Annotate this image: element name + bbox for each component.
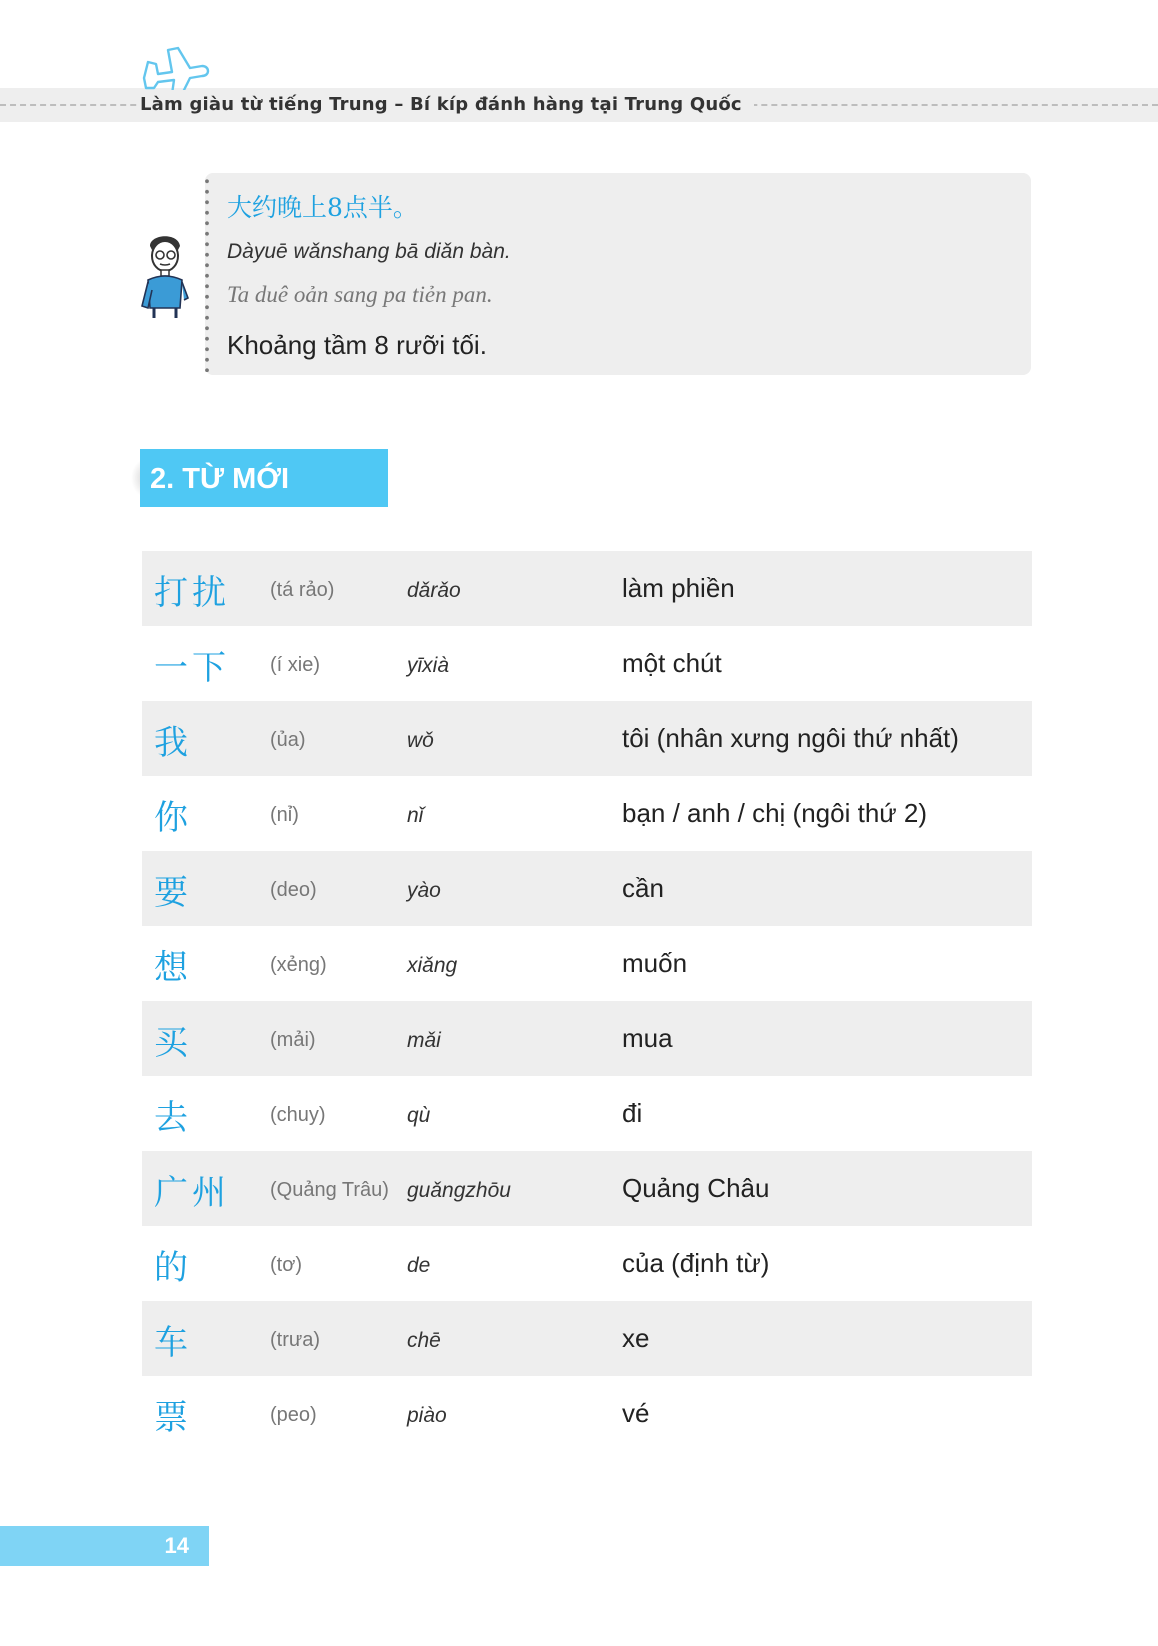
vocab-hanzi: 你 xyxy=(154,798,192,838)
vocab-meaning: mua xyxy=(622,1023,673,1053)
vocab-pinyin: yào xyxy=(407,879,441,902)
vocab-hanzi: 去 xyxy=(154,1098,192,1138)
vocab-meaning: cần xyxy=(622,873,664,903)
vocab-hanzi: 车 xyxy=(154,1323,192,1363)
vocab-pinyin: dǎrǎo xyxy=(407,579,461,602)
dotted-binding xyxy=(203,176,211,372)
vocab-hanzi: 一下 xyxy=(154,648,230,688)
vocab-pinyin: de xyxy=(407,1254,431,1277)
vocab-hanzi: 想 xyxy=(154,948,192,988)
vocab-meaning: một chút xyxy=(622,648,722,678)
vocab-hanzi: 我 xyxy=(154,723,192,763)
vocab-pinyin: piào xyxy=(407,1404,447,1427)
table-row xyxy=(142,1226,1032,1301)
vocab-phonetic: (deo) xyxy=(270,879,317,901)
header-title: Làm giàu từ tiếng Trung – Bí kíp đánh hàng tại Trung Quốc xyxy=(140,90,754,120)
vocab-phonetic: (tá rảo) xyxy=(270,579,335,601)
vocab-hanzi: 票 xyxy=(154,1398,192,1438)
vocab-pinyin: mǎi xyxy=(407,1029,441,1052)
vocab-phonetic: (ủa) xyxy=(270,729,306,751)
vocab-meaning: đi xyxy=(622,1098,643,1128)
vocab-hanzi: 广州 xyxy=(154,1173,230,1213)
vocab-meaning: muốn xyxy=(622,948,688,978)
vocab-meaning: vé xyxy=(622,1398,650,1428)
vocab-meaning: bạn / anh / chị (ngôi thứ 2) xyxy=(622,798,928,828)
vocab-phonetic: (xẻng) xyxy=(270,954,327,976)
dialogue-hanzi: 大约晚上8点半。 xyxy=(227,193,418,222)
table-row xyxy=(142,551,1032,626)
table-row xyxy=(142,1301,1032,1376)
vocab-pinyin: qù xyxy=(407,1104,431,1127)
vocab-phonetic: (Quảng Trâu) xyxy=(270,1179,389,1201)
vocab-pinyin: wǒ xyxy=(407,729,434,752)
vocab-pinyin: nǐ xyxy=(407,804,424,827)
vocab-phonetic: (chuy) xyxy=(270,1104,326,1126)
vocab-phonetic: (peo) xyxy=(270,1404,317,1426)
vocab-pinyin: xiǎng xyxy=(407,954,458,977)
vocab-meaning: làm phiền xyxy=(622,573,735,603)
table-row xyxy=(142,701,1032,776)
vocab-meaning: tôi (nhân xưng ngôi thứ nhất) xyxy=(622,723,959,753)
vocab-phonetic: (tơ) xyxy=(270,1254,302,1276)
character-illustration xyxy=(140,232,190,318)
section-title: 2. TỪ MỚI xyxy=(140,449,388,507)
page-number: 14 xyxy=(0,1526,209,1566)
vocab-phonetic: (mải) xyxy=(270,1029,316,1051)
dialogue-phonetic: Ta duê oản sang pa tiẻn pan. xyxy=(227,282,493,307)
vocab-meaning: xe xyxy=(622,1323,650,1353)
vocab-hanzi: 要 xyxy=(154,873,192,913)
dialogue-translation: Khoảng tầm 8 rưỡi tối. xyxy=(227,330,487,360)
table-row xyxy=(142,926,1032,1001)
table-row xyxy=(142,1151,1032,1226)
table-row xyxy=(142,1001,1032,1076)
vocab-hanzi: 的 xyxy=(154,1248,192,1288)
vocab-pinyin: guǎngzhōu xyxy=(407,1179,511,1202)
vocab-pinyin: chē xyxy=(407,1329,441,1352)
vocab-phonetic: (trưa) xyxy=(270,1329,321,1351)
table-row xyxy=(142,851,1032,926)
vocab-phonetic: (í xie) xyxy=(270,654,320,676)
table-row xyxy=(142,626,1032,701)
vocab-phonetic: (nỉ) xyxy=(270,804,299,826)
table-row xyxy=(142,1076,1032,1151)
vocab-meaning: của (định từ) xyxy=(622,1248,770,1278)
table-row xyxy=(142,1376,1032,1451)
vocab-hanzi: 买 xyxy=(154,1023,192,1063)
table-row xyxy=(142,776,1032,851)
airplane-icon xyxy=(138,42,210,94)
vocab-hanzi: 打扰 xyxy=(154,573,230,613)
vocab-meaning: Quảng Châu xyxy=(622,1173,770,1203)
vocab-table xyxy=(142,551,1032,1451)
dialogue-pinyin: Dàyuē wǎnshang bā diǎn bàn. xyxy=(227,240,511,263)
vocab-pinyin: yīxià xyxy=(407,654,450,677)
